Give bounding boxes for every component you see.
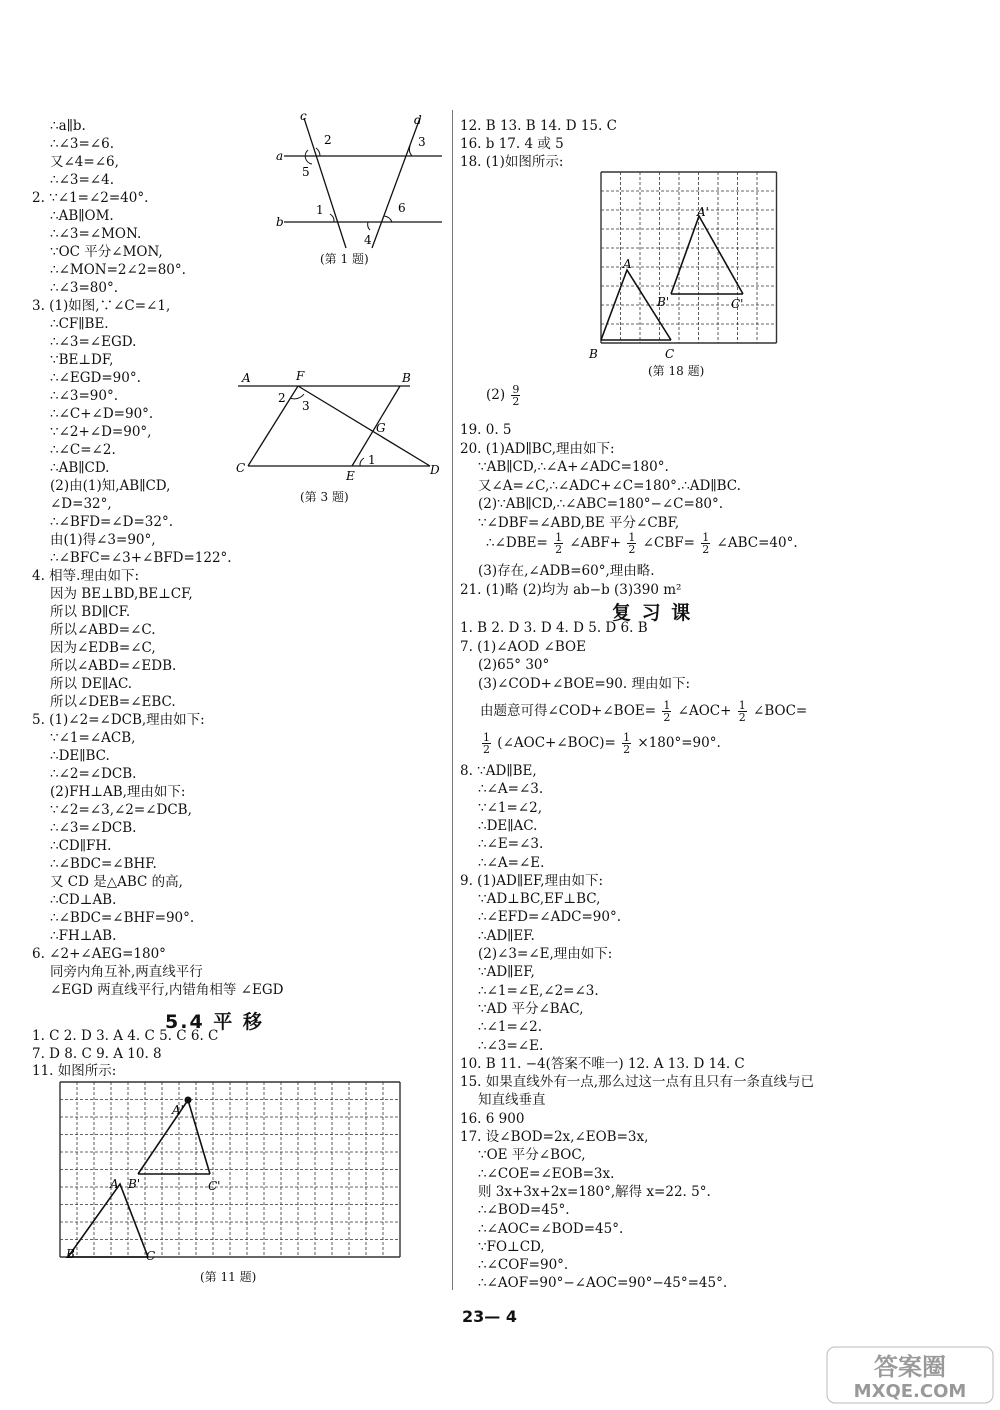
answer-line: ∴∠1=∠E,∠2=∠3.	[478, 982, 599, 999]
answer-line: (2)65° 30°	[478, 657, 550, 673]
answer-line: ∴∠3=∠MON.	[50, 226, 142, 242]
fig3-label-E: E	[346, 469, 355, 483]
q20-frac-1-num: 1	[555, 531, 563, 544]
answer-line: ∵AD 平分∠BAC,	[478, 1000, 584, 1017]
answer-line: 同旁内角互补,两直线平行	[50, 964, 203, 980]
answer-line: ∴∠3=90°.	[50, 388, 119, 404]
q7-l2-frac-1	[482, 732, 491, 755]
fig18-label-A1: A'	[697, 205, 709, 219]
q20-frac-1-den: 2	[555, 543, 563, 556]
answer-line: (2)FH⊥AB,理由如下:	[50, 784, 186, 800]
q20-frac-1	[554, 532, 563, 555]
answer-line: ∴∠COF=90°.	[478, 1257, 569, 1274]
watermark-bottom: MXQE.COM	[853, 1381, 967, 1402]
figure-18-grid	[585, 168, 785, 363]
answer-line: 1. C 2. D 3. A 4. C 5. C 6. C	[32, 1028, 219, 1044]
fig3-label-C: C	[236, 461, 246, 475]
answer-line: ∴∠AOC=∠BOD=45°.	[478, 1220, 624, 1237]
answer-line: ∵AD⊥BC,EF⊥BC,	[478, 891, 601, 908]
q7-l2-frac-1-num: 1	[483, 731, 490, 744]
answer-line: ∴∠E=∠3.	[478, 836, 544, 853]
answer-line: ∠EGD 两直线平行,内错角相等 ∠EGD	[50, 982, 284, 998]
answer-line: 11. 如图所示:	[32, 1063, 117, 1079]
answer-line: ∴∠AOF=90°−∠AOC=90°−45°=45°.	[478, 1275, 728, 1292]
answer-line: ∴DE∥BC.	[50, 748, 110, 764]
q18-part2	[486, 384, 522, 407]
q7-l1-frac-2	[738, 700, 747, 723]
answer-line: (2)∵AB∥CD,∴∠ABC=180°−∠C=80°.	[478, 496, 724, 512]
answer-line: ∴AB∥OM.	[50, 208, 114, 224]
fig11-label-A1: A'	[172, 1103, 184, 1117]
answer-line: ∴FH⊥AB.	[50, 928, 117, 944]
fig3-caption: (第 3 题)	[300, 490, 349, 504]
answer-line: 由(1)得∠3=90°,	[50, 532, 156, 548]
answer-line: ∵OC 平分∠MON,	[50, 244, 163, 260]
answer-line: ∴∠BFD=∠D=32°.	[50, 514, 173, 530]
fig18-label-C1: C'	[731, 297, 744, 311]
fig1-label-1: 1	[316, 203, 324, 217]
answer-line: ∴∠C+∠D=90°.	[50, 406, 154, 422]
fig3-label-B: B	[402, 371, 411, 385]
answer-line: ∴∠A=∠3.	[478, 781, 544, 798]
answer-line: 所以 DE∥AC.	[50, 676, 133, 692]
answer-line: ∵AB∥CD,∴∠A+∠ADC=180°.	[478, 459, 669, 475]
answer-line: ∵∠2+∠D=90°,	[50, 424, 152, 440]
answer-line: 所以∠ABD=∠C.	[50, 622, 156, 638]
answer-line: ∵OE 平分∠BOC,	[478, 1147, 586, 1164]
answer-line: ∴AD∥EF.	[478, 927, 535, 944]
q7-l1-suffix: ∠BOC=	[753, 703, 808, 719]
fig11-label-C1: C'	[208, 1179, 221, 1193]
answer-line: 因为 BE⊥BD,BE⊥CF,	[50, 586, 193, 602]
q7-l1-mid: ∠AOC+	[677, 703, 732, 719]
answer-line: 所以∠DEB=∠EBC.	[50, 694, 176, 710]
answer-line: 所以 BD∥CF.	[50, 604, 131, 620]
answer-line: ∴∠3=∠6.	[50, 136, 114, 152]
answer-line: 20. (1)AD∥BC,理由如下:	[460, 440, 615, 457]
answer-line: ∴AB∥CD.	[50, 460, 110, 476]
answer-line: ∴∠3=∠4.	[50, 172, 114, 188]
answer-line: ∴∠C=∠2.	[50, 442, 116, 458]
answer-line: (3)∠COD+∠BOE=90. 理由如下:	[478, 675, 690, 692]
watermark-top: 答案圈	[874, 1353, 946, 1381]
answer-line: ∴DE∥AC.	[478, 817, 538, 834]
answer-line: ∵FO⊥CD,	[478, 1238, 545, 1255]
fig1-label-5: 5	[302, 165, 310, 179]
answer-line: ∵∠1=∠2,	[478, 799, 542, 816]
fig1-label-3: 3	[418, 135, 426, 149]
figure-11-grid	[58, 1080, 403, 1265]
answer-line: 所以∠ABD=∠EDB.	[50, 658, 177, 674]
q20-mid-1: ∠ABF+	[569, 535, 622, 551]
answer-line: 2. ∵∠1=∠2=40°.	[32, 190, 149, 206]
answer-line: ∵∠DBF=∠ABD,BE 平分∠CBF,	[478, 514, 680, 531]
answer-line: 9. (1)AD∥EF,理由如下:	[460, 872, 604, 889]
fig18-caption: (第 18 题)	[648, 364, 705, 378]
q20-frac-3	[701, 532, 710, 555]
answer-line: ∴∠BOD=45°.	[478, 1202, 570, 1219]
fig3-label-G: G	[376, 421, 386, 435]
fig3-label-3: 3	[302, 399, 310, 413]
fig18-label-C: C	[665, 347, 675, 361]
fig1-label-6: 6	[398, 201, 406, 215]
page-number: 23— 4	[462, 1307, 517, 1326]
answer-line: ∴∠3=80°.	[50, 280, 119, 296]
fig1-label-2: 2	[324, 133, 332, 147]
q7-l2-frac-1-den: 2	[483, 743, 490, 756]
figure-1-parallel-lines	[272, 110, 452, 260]
q7-l1-frac-1	[662, 700, 671, 723]
answer-line: ∴∠COE=∠EOB=3x.	[478, 1165, 615, 1182]
figure-3-parallelogram	[230, 366, 445, 486]
q20-frac-2-num: 1	[628, 531, 636, 544]
fig3-label-F: F	[296, 369, 305, 383]
q7-formula-line2	[480, 732, 721, 755]
answer-line: ∴∠3=∠E.	[478, 1037, 544, 1054]
answer-line: 19. 0. 5	[460, 422, 512, 438]
answer-line: ∴∠3=∠EGD.	[50, 334, 137, 350]
q7-l1-frac-2-num: 1	[738, 699, 746, 712]
q7-l1-frac-1-num: 1	[663, 699, 671, 712]
review-title: 复 习 课	[612, 602, 693, 624]
q7-l2-frac-2	[622, 732, 631, 755]
answer-line: ∵∠2=∠3,∠2=∠DCB,	[50, 802, 192, 818]
answer-line: 15. 如果直线外有一点,那么过这一点有且只有一条直线与已	[460, 1074, 815, 1091]
answer-line: ∴∠A=∠E.	[478, 854, 545, 871]
answer-line: 6. ∠2+∠AEG=180°	[32, 946, 166, 962]
answer-line: (3)存在,∠ADB=60°,理由略.	[478, 563, 655, 579]
fig1-caption: (第 1 题)	[320, 252, 369, 266]
q20-prefix: ∴∠DBE=	[486, 535, 548, 551]
fig3-label-D: D	[430, 463, 440, 477]
answer-line: ∴∠3=∠DCB.	[50, 820, 137, 836]
column-divider	[452, 110, 453, 1290]
answer-line: 又∠4=∠6,	[50, 154, 119, 170]
answer-line: 10. B 11. −4(答案不唯一) 12. A 13. D 14. C	[460, 1055, 745, 1072]
q18-frac-num: 9	[512, 383, 520, 396]
fig3-label-1: 1	[368, 453, 376, 467]
q18-part2-label: (2)	[486, 387, 506, 403]
q7-formula-line1	[480, 700, 807, 723]
fig11-label-B1: B'	[128, 1177, 141, 1191]
q20-suffix: ∠ABC=40°.	[716, 535, 798, 551]
answer-line: ∴∠EGD=90°.	[50, 370, 141, 386]
q20-frac-2-den: 2	[628, 543, 636, 556]
answer-line: 因为∠EDB=∠C,	[50, 640, 156, 656]
q7-l2-frac-2-num: 1	[623, 731, 631, 744]
q7-l1-frac-1-den: 2	[663, 711, 671, 724]
q7-l2-mid: (∠AOC+∠BOC)=	[497, 735, 616, 751]
answer-line: ∴CD⊥AB.	[50, 892, 117, 908]
answer-line: ∵BE⊥DF,	[50, 352, 114, 368]
answer-line: ∵AD∥EF,	[478, 964, 535, 981]
answer-line: ∵∠1=∠ACB,	[50, 730, 136, 746]
answer-line: 又 CD 是△ABC 的高,	[50, 874, 183, 890]
answer-line: ∴a∥b.	[50, 118, 86, 134]
q20-frac-3-num: 1	[702, 531, 710, 544]
fig1-label-d: d	[414, 113, 422, 127]
fig11-label-A: A	[110, 1177, 119, 1191]
fig18-label-B1: B'	[657, 295, 670, 309]
answer-line: ∴∠MON=2∠2=80°.	[50, 262, 186, 278]
q20-mid-2: ∠CBF=	[642, 535, 695, 551]
answer-line: 21. (1)略 (2)均为 ab−b (3)390 m²	[460, 581, 682, 598]
q7-l2-suffix: ×180°=90°.	[637, 735, 721, 751]
answer-line: ∴CD∥FH.	[50, 838, 112, 854]
answer-line: 则 3x+3x+2x=180°,解得 x=22. 5°.	[478, 1183, 711, 1200]
answer-line: 7. (1)∠AOD ∠BOE	[460, 638, 586, 655]
fig1-label-a: a	[276, 149, 284, 163]
fig1-label-b: b	[276, 215, 284, 229]
q20-formula	[486, 532, 798, 555]
answer-line: 18. (1)如图所示:	[460, 154, 564, 170]
answer-line: ∴∠EFD=∠ADC=90°.	[478, 909, 622, 926]
answer-line: 16. 6 900	[460, 1110, 525, 1127]
answer-line: 1. B 2. D 3. D 4. D 5. D 6. B	[460, 620, 648, 636]
q7-l2-frac-2-den: 2	[623, 743, 631, 756]
q7-l1-frac-2-den: 2	[738, 711, 746, 724]
answer-line: 3. (1)如图,∵∠C=∠1,	[32, 298, 171, 314]
watermark-logo	[825, 1345, 995, 1405]
fig18-label-B: B	[589, 347, 598, 361]
fig3-label-2: 2	[278, 391, 286, 405]
q18-fraction	[511, 384, 520, 407]
q20-frac-3-den: 2	[702, 543, 710, 556]
fig11-label-C: C	[146, 1249, 156, 1263]
q20-frac-2	[627, 532, 636, 555]
fig1-label-c: c	[300, 110, 307, 123]
q7-l1-prefix: 由题意可得∠COD+∠BOE=	[480, 703, 657, 719]
answer-line: 8. ∵AD∥BE,	[460, 763, 537, 779]
answer-line: ∴CF∥BE.	[50, 316, 109, 332]
fig18-label-A: A	[623, 257, 632, 271]
answer-line: (2)∠3=∠E,理由如下:	[478, 946, 613, 962]
answer-line: ∠D=32°,	[50, 496, 112, 512]
answer-line: 4. 相等.理由如下:	[32, 568, 140, 584]
fig1-label-4: 4	[364, 233, 372, 247]
answer-line: 7. D 8. C 9. A 10. 8	[32, 1045, 162, 1062]
answer-line: 12. B 13. B 14. D 15. C	[460, 118, 617, 134]
answer-line: ∴∠2=∠DCB.	[50, 766, 137, 782]
answer-line: ∴∠BDC=∠BHF=90°.	[50, 910, 195, 926]
q18-frac-den: 2	[512, 395, 520, 408]
answer-line: 5. (1)∠2=∠DCB,理由如下:	[32, 712, 205, 728]
fig11-caption: (第 11 题)	[200, 1270, 257, 1284]
answer-line: 又∠A=∠C,∴∠ADC+∠C=180°.∴AD∥BC.	[478, 477, 741, 494]
answer-line: ∴∠1=∠2.	[478, 1019, 542, 1036]
fig3-label-A: A	[242, 371, 251, 385]
answer-line: 知直线垂直	[478, 1092, 546, 1109]
answer-line: 16. b 17. 4 或 5	[460, 136, 564, 152]
answer-line: ∴∠BDC=∠BHF.	[50, 856, 157, 872]
answer-line: (2)由(1)知,AB∥CD,	[50, 478, 171, 494]
answer-line: ∴∠BFC=∠3+∠BFD=122°.	[50, 550, 232, 566]
section-5-4-title: 5.4 平 移	[165, 1011, 264, 1033]
fig11-label-B: B	[66, 1247, 75, 1261]
answer-line: 17. 设∠BOD=2x,∠EOB=3x,	[460, 1129, 649, 1145]
